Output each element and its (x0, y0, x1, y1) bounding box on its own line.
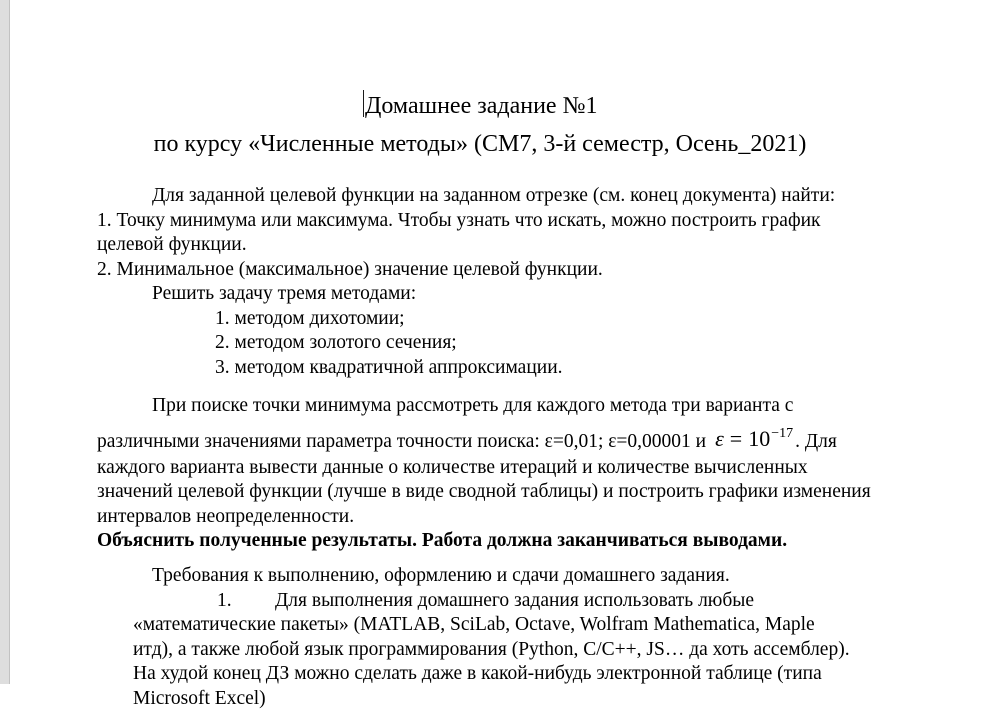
title-line-1[interactable] (10, 87, 950, 125)
method-list-item[interactable]: 2. методом золотого сечения; (97, 331, 977, 356)
numbered-item-continuation[interactable]: На худой конец ДЗ можно сделать даже в какой-нибудь электронной таблице (типа (97, 662, 977, 687)
method-list-item[interactable]: 1. методом дихотомии; (97, 307, 977, 332)
paragraph-line[interactable]: При поиске точки минимума рассмотреть для каждого метода три варианта с (97, 394, 977, 419)
numbered-item-text: Для выполнения домашнего задания использовать любые (275, 590, 754, 611)
paragraph-line[interactable]: значений целевой функции (лучше в виде сводной таблицы) и построить графики изменения (97, 480, 977, 505)
numbered-item-number: 1. (217, 589, 275, 614)
requirements-heading[interactable]: Требования к выполнению, оформлению и сдачи домашнего задания. (97, 564, 977, 589)
text-cursor (363, 90, 365, 117)
formula-base: 10 (748, 426, 770, 451)
paragraph-line[interactable]: 2. Минимальное (максимальное) значение целевой функции. (97, 258, 977, 283)
document-title (10, 87, 950, 163)
epsilon-formula (715, 426, 793, 451)
numbered-item-continuation[interactable]: «математические пакеты» (MATLAB, SciLab, Octave, Wolfram Mathematica, Maple (97, 613, 977, 638)
paragraph-line[interactable]: каждого варианта вывести данные о количестве итераций и количестве вычисленных (97, 456, 977, 481)
bold-emphasis-line[interactable]: Объяснить полученные результаты. Работа должна заканчиваться выводами. (97, 529, 977, 554)
paragraph-line[interactable]: 1. Точку минимума или максимума. Чтобы узнать что искать, можно построить график (97, 209, 977, 234)
methods-intro-line[interactable]: Решить задачу тремя методами: (97, 282, 977, 307)
title-text-2: по курсу «Численные методы» (СМ7, 3-й семестр, Осень_2021) (154, 131, 807, 157)
numbered-item-line[interactable] (97, 589, 977, 614)
task-description-section (97, 184, 977, 380)
formula-line-after: . Для (795, 431, 837, 452)
formula-exponent: −17 (771, 426, 793, 441)
paragraph-line[interactable]: интервалов неопределенности. (97, 505, 977, 530)
document-page[interactable] (10, 0, 1000, 684)
title-text-1: Домашнее задание №1 (365, 93, 597, 119)
precision-section (97, 394, 977, 554)
formula-line-before: различными значениями параметра точности поиска: ε=0,01; ε=0,00001 и (97, 431, 706, 452)
numbered-item-continuation[interactable]: Microsoft Excel) (97, 687, 977, 711)
formula-epsilon: ε (715, 426, 724, 451)
method-list-item[interactable]: 3. методом квадратичной аппроксимации. (97, 356, 977, 381)
title-line-2[interactable] (10, 125, 950, 163)
numbered-item-continuation[interactable]: итд), а также любой язык программирования (Python, C/C++, JS… да хоть ассемблер). (97, 638, 977, 663)
paragraph-line[interactable]: Для заданной целевой функции на заданном отрезке (см. конец документа) найти: (97, 184, 977, 209)
requirements-section (97, 564, 977, 711)
paragraph-line[interactable]: целевой функции. (97, 233, 977, 258)
app-backdrop-edge (0, 0, 10, 684)
formula-equals: = (730, 426, 742, 451)
paragraph-line-with-formula[interactable] (97, 419, 977, 456)
